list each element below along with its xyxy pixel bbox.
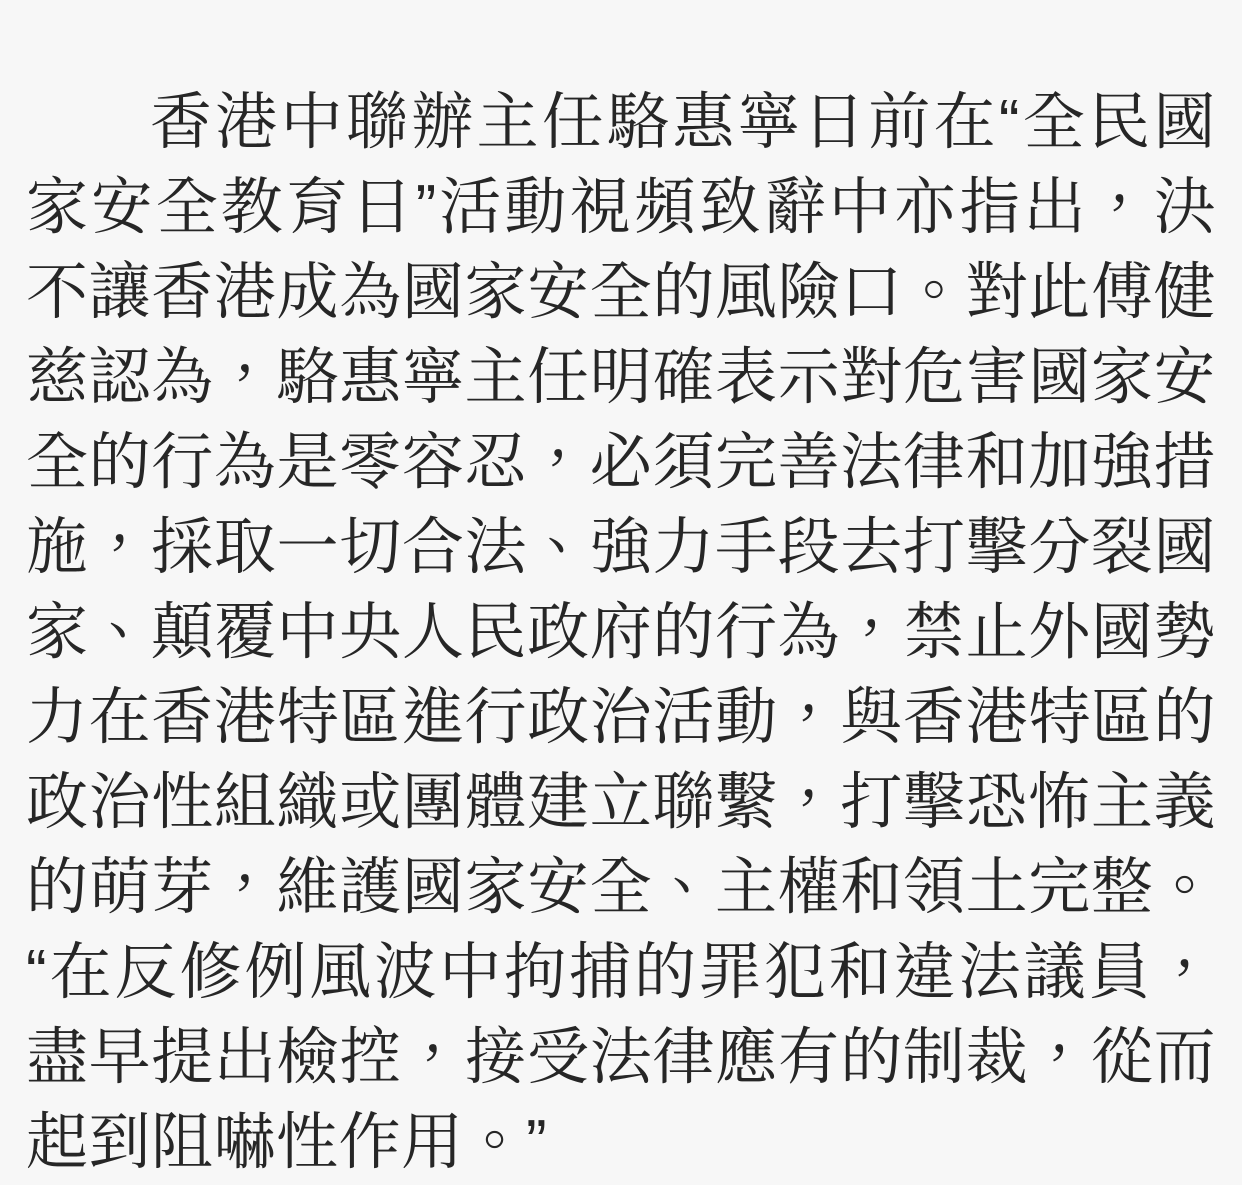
article-paragraph: 香港中聯辦主任駱惠寧日前在“全民國家安全教育日”活動視頻致辭中亦指出，決不讓香港成為國家安全的風險口。對此傅健慈認為，駱惠寧主任明確表示對危害國家安全的行為是零容忍，必須完善法律和加強措施，採取一切合法、強力手段去打擊分裂國家、顛覆中央人民政府的行為，禁止外國勢力在香港特區進行政治活動，與香港特區的政治性組織或團體建立聯繫，打擊恐怖主義的萌芽，維護國家安全、主權和領土完整。“在反修例風波中拘捕的罪犯和違法議員，盡早提出檢控，接受法律應有的制裁，從而起到阻嚇性作用。” [26, 88, 1216, 1177]
